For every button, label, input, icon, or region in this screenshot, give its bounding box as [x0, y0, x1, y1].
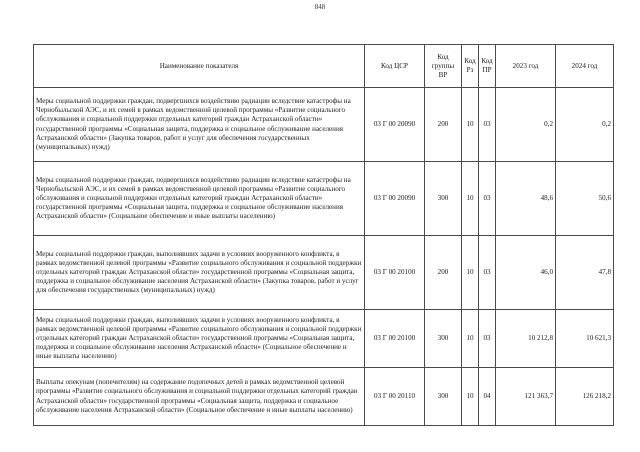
row-2024: 0,2: [556, 88, 614, 162]
row-2023: 48,6: [496, 162, 556, 236]
row-2023: 0,2: [496, 88, 556, 162]
row-name: Меры социальной поддержки граждан, подвергшихся воздействию радиации вследствие катастрофы на Чернобыльской АЭС, и их семей в рамках ведомственной целевой программы «Развитие социального обслуживания и социальной поддержки отдельных категорий граждан Астраханской области» государственной программы «Социальная защита, поддержка и социальное обслуживание населения Астраханской области» (Закупка товаров, работ и услуг для обеспечения государственных (муниципальных) нужд): [34, 88, 365, 162]
table-row: [34, 236, 614, 310]
budget-table: [33, 44, 614, 426]
col-header-pr: Код ПР: [479, 45, 496, 88]
row-pr: 03: [479, 88, 496, 162]
row-name: Меры социальной поддержки граждан, подвергшихся воздействию радиации вследствие катастрофы на Чернобыльской АЭС, и их семей в рамках ведомственной целевой программы «Развитие социального обслуживания и социальной поддержки отдельных категорий граждан Астраханской области» государственной программы «Социальная защита, поддержка и социальное обслуживание населения Астраханской области» (Социальное обеспечение и иные выплаты населению): [34, 162, 365, 236]
row-2024: 47,8: [556, 236, 614, 310]
col-header-vr: Код группы ВР: [425, 45, 462, 88]
row-vr: 300: [425, 368, 462, 426]
row-vr: 300: [425, 310, 462, 368]
row-name: Меры социальной поддержки граждан, выполнявших задачи в условиях вооруженного конфликта, в рамках ведомственной целевой программы «Развитие социального обслуживания и социальной поддержки отдельных категорий граждан Астраханской области» государственной программы «Социальная защита, поддержка и социальное обслуживание населения Астраханской области» (Социальное обеспечение и иные выплаты населению): [34, 310, 365, 368]
row-name: Меры социальной поддержки граждан, выполнявших задачи в условиях вооруженного конфликта, в рамках ведомственной целевой программы «Развитие социального обслуживания и социальной поддержки отдельных категорий граждан Астраханской области» государственной программы «Социальная защита, поддержка и социальное обслуживание населения Астраханской области» (Закупка товаров, работ и услуг для обеспечения государственных (муниципальных) нужд): [34, 236, 365, 310]
table-row: [34, 88, 614, 162]
row-rz: 10: [462, 310, 479, 368]
table-header-row: [34, 45, 614, 88]
row-vr: 200: [425, 88, 462, 162]
row-rz: 10: [462, 236, 479, 310]
row-rz: 10: [462, 162, 479, 236]
row-csr: 03 Г 00 20090: [365, 162, 425, 236]
table-row: [34, 368, 614, 426]
row-pr: 04: [479, 368, 496, 426]
row-rz: 10: [462, 88, 479, 162]
row-csr: 03 Г 00 20090: [365, 88, 425, 162]
col-header-csr: Код ЦСР: [365, 45, 425, 88]
row-2024: 10 621,3: [556, 310, 614, 368]
page-number: 848: [314, 3, 326, 11]
row-csr: 03 Г 00 20100: [365, 310, 425, 368]
row-2023: 46,0: [496, 236, 556, 310]
row-pr: 03: [479, 310, 496, 368]
row-2023: 10 212,8: [496, 310, 556, 368]
row-pr: 03: [479, 162, 496, 236]
row-2024: 126 218,2: [556, 368, 614, 426]
row-vr: 300: [425, 162, 462, 236]
row-csr: 03 Г 00 20110: [365, 368, 425, 426]
row-2024: 50,6: [556, 162, 614, 236]
col-header-rz: Код Рз: [462, 45, 479, 88]
table-row: [34, 310, 614, 368]
col-header-name: Наименование показателя: [34, 45, 365, 88]
row-vr: 200: [425, 236, 462, 310]
row-pr: 03: [479, 236, 496, 310]
col-header-2023: 2023 год: [496, 45, 556, 88]
row-csr: 03 Г 00 20100: [365, 236, 425, 310]
col-header-2024: 2024 год: [556, 45, 614, 88]
row-rz: 10: [462, 368, 479, 426]
table-row: [34, 162, 614, 236]
row-2023: 121 363,7: [496, 368, 556, 426]
row-name: Выплаты опекунам (попечителям) на содержание подопечных детей в рамках ведомственной целевой программы «Развитие социального обслуживания и социальной поддержки отдельных категорий граждан Астраханской области» государственной программы «Социальная защита, поддержка и социальное обслуживание населения Астраханской области» (Социальное обеспечение и иные выплаты населению): [34, 368, 365, 426]
